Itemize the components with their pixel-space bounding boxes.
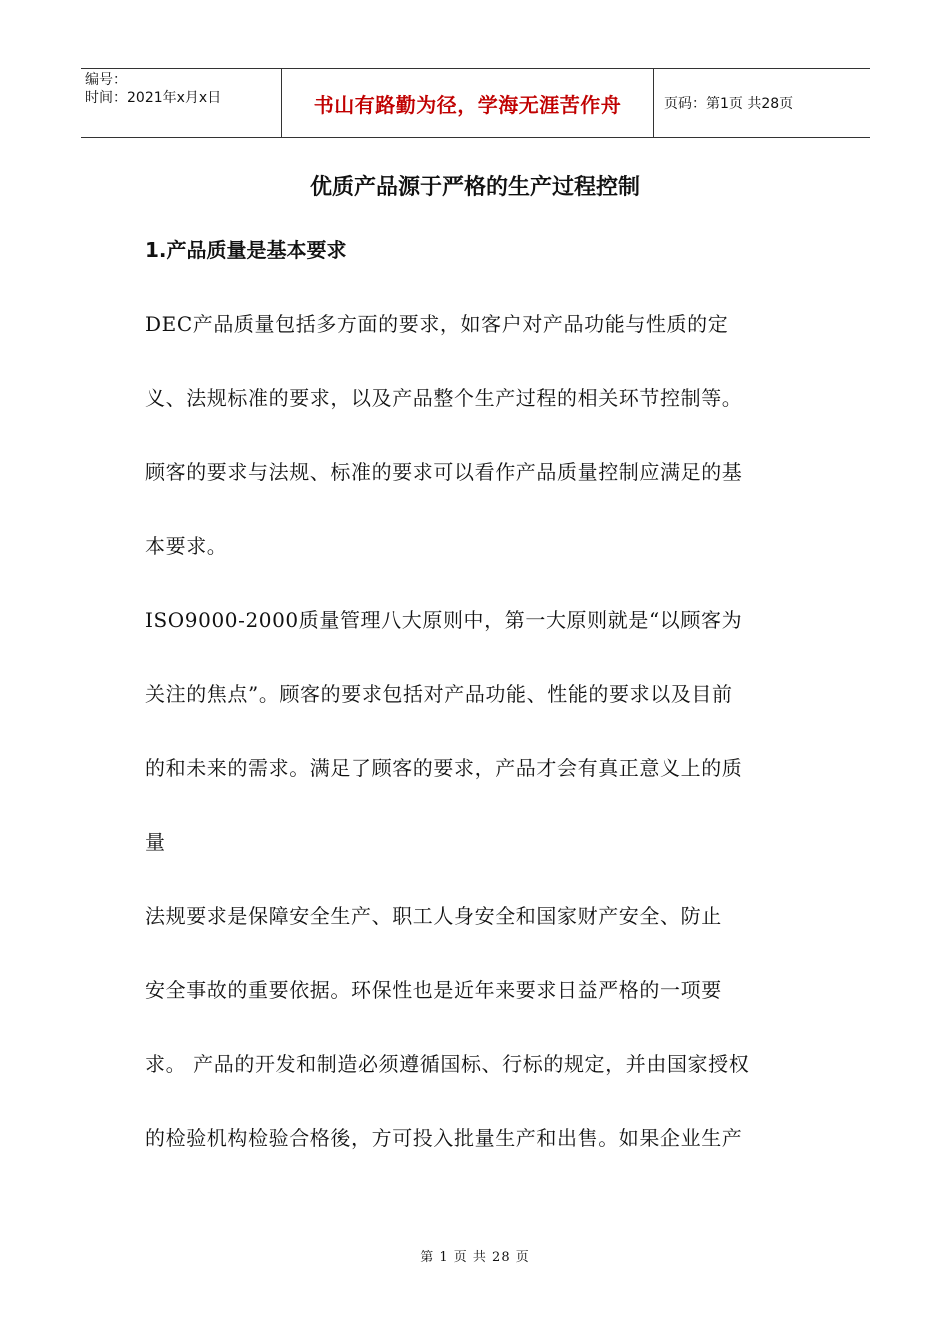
document-date: 时间：2021年x月x日 [85, 90, 222, 106]
body-line: ISO9000-2000质量管理八大原则中，第一大原则就是“以顾客为 [145, 608, 743, 632]
body-line: 的和未来的需求。满足了顾客的要求，产品才会有真正意义上的质 [145, 756, 743, 780]
header-motto-cell [281, 69, 654, 137]
body-line: 本要求。 [145, 534, 228, 558]
document-title: 优质产品源于严格的生产过程控制 [309, 175, 640, 200]
body-line: 关注的焦点”。顾客的要求包括对产品功能、性能的要求以及目前 [145, 682, 733, 706]
body-line: 义、法规标准的要求，以及产品整个生产过程的相关环节控制等。 [145, 386, 743, 410]
document-number-label: 编号： [85, 72, 127, 88]
section-heading: 1.产品质量是基本要求 [145, 238, 347, 262]
header-meta [81, 69, 281, 137]
body-line: 量 [145, 830, 166, 854]
body-line: 顾客的要求与法规、标准的要求可以看作产品质量控制应满足的基 [145, 460, 743, 484]
header-page-info-cell [654, 69, 870, 137]
body-line: 法规要求是保障安全生产、职工人身安全和国家财产安全、防止 [145, 904, 722, 928]
body-line: 求。 产品的开发和制造必须遵循国标、行标的规定，并由国家授权 [145, 1052, 750, 1076]
body-text [145, 287, 810, 1175]
body-line: 的检验机构检验合格後，方可投入批量生产和出售。如果企业生产 [145, 1126, 743, 1150]
page-header [81, 68, 870, 138]
body-line: 安全事故的重要依据。环保性也是近年来要求日益严格的一项要 [145, 978, 722, 1002]
page-footer: 第 1 页 共 28 页 [420, 1250, 530, 1265]
header-page-info: 页码：第1页 共28页 [664, 96, 794, 112]
header-motto: 书山有路勤为径，学海无涯苦作舟 [313, 92, 622, 117]
body-line: DEC产品质量包括多方面的要求，如客户对产品功能与性质的定 [145, 312, 729, 336]
